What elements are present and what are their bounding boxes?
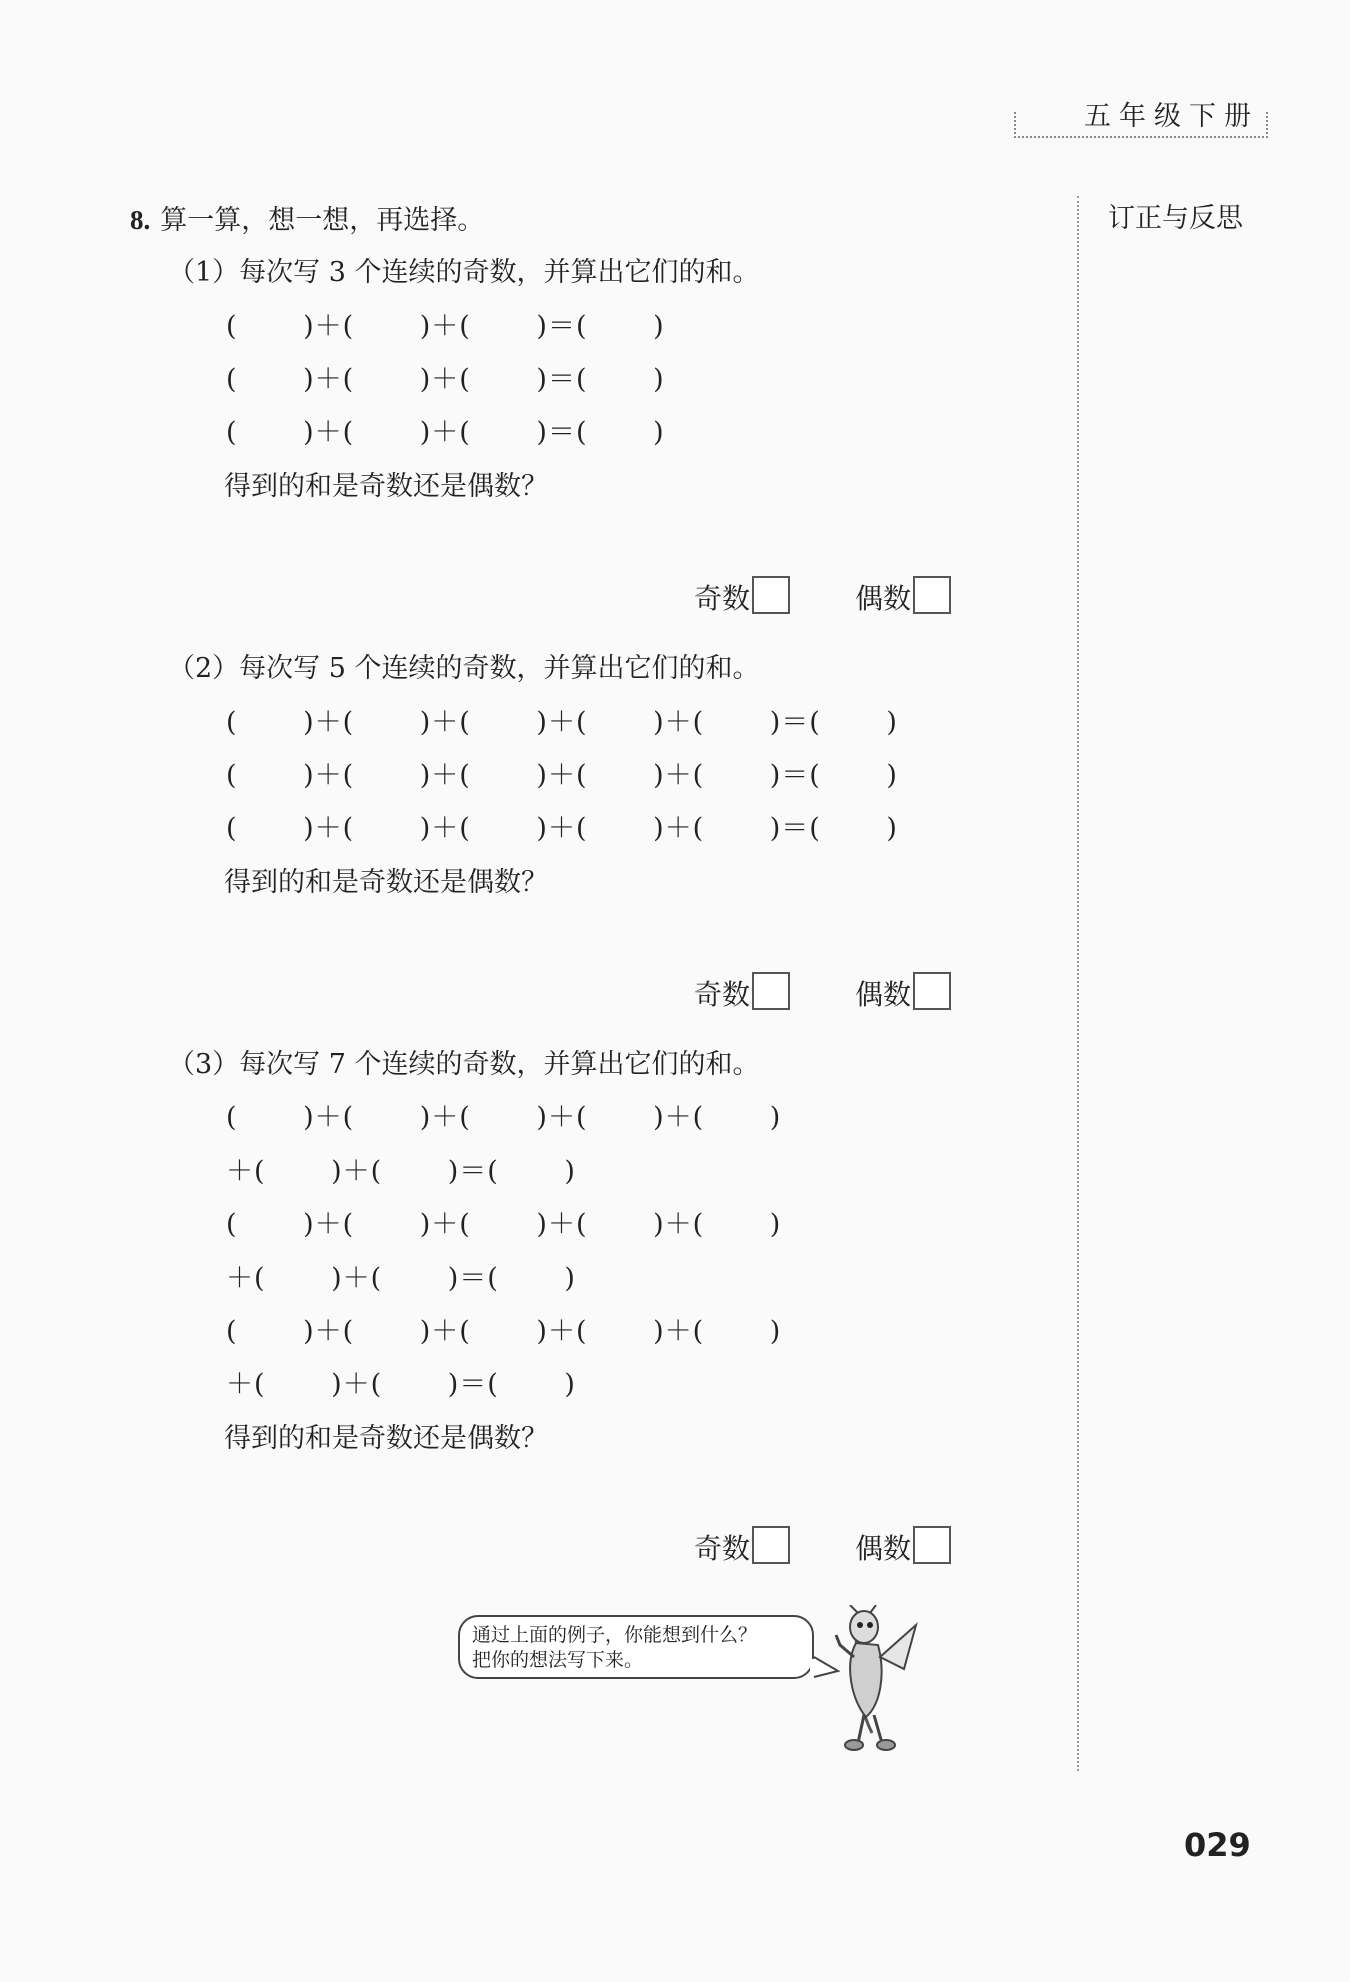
part-2-label: （2）每次写 5 个连续的奇数，并算出它们的和。 [168, 653, 760, 684]
odd-label: 奇数 [694, 978, 751, 1011]
margin-title: 订正与反思 [1108, 203, 1243, 234]
even-checkbox[interactable] [913, 576, 951, 614]
part-2-question: 得到的和是奇数还是偶数？ [224, 867, 548, 898]
part-1-row-1[interactable]: ( )＋( )＋( )＝( ) [226, 311, 665, 342]
part-1-row-2[interactable]: ( )＋( )＋( )＝( ) [226, 364, 665, 395]
odd-label: 奇数 [694, 1532, 751, 1565]
part-2-row-3[interactable]: ( )＋( )＋( )＋( )＋( )＝( ) [226, 813, 898, 844]
question-number: 8. [130, 205, 151, 235]
even-checkbox[interactable] [913, 1526, 951, 1564]
part-2-odd-choice[interactable] [694, 972, 790, 1013]
part-3-odd-choice[interactable] [694, 1526, 790, 1567]
even-label: 偶数 [855, 1532, 912, 1565]
odd-checkbox[interactable] [752, 1526, 790, 1564]
odd-checkbox[interactable] [752, 972, 790, 1010]
part-1-odd-choice[interactable] [694, 576, 790, 617]
part-3-row-1[interactable]: ( )＋( )＋( )＋( )＋( ) [226, 1102, 782, 1133]
part-2-row-1[interactable]: ( )＋( )＋( )＋( )＋( )＝( ) [226, 707, 898, 738]
part-3-row-3[interactable]: ( )＋( )＋( )＋( )＋( ) [226, 1209, 782, 1240]
margin-divider [1077, 196, 1079, 1771]
part-3-row-2[interactable]: ＋( )＋( )＝( ) [226, 1156, 576, 1187]
part-1-label: （1）每次写 3 个连续的奇数，并算出它们的和。 [168, 257, 760, 288]
part-3-label: （3）每次写 7 个连续的奇数，并算出它们的和。 [168, 1049, 760, 1080]
even-label: 偶数 [855, 978, 912, 1011]
part-3-row-5[interactable]: ( )＋( )＋( )＋( )＋( ) [226, 1316, 782, 1347]
part-1-question: 得到的和是奇数还是偶数？ [224, 471, 548, 502]
part-3-even-choice[interactable] [855, 1526, 951, 1567]
grade-label: 五年级下册 [1080, 94, 1263, 133]
question-heading [130, 198, 484, 237]
bubble-line-2: 把你的想法写下来。 [472, 1649, 644, 1671]
part-2-even-choice[interactable] [855, 972, 951, 1013]
part-3-row-6[interactable]: ＋( )＋( )＝( ) [226, 1369, 576, 1400]
question-title: 算一算，想一想，再选择。 [160, 205, 485, 236]
even-checkbox[interactable] [913, 972, 951, 1010]
part-3-question: 得到的和是奇数还是偶数？ [224, 1423, 548, 1454]
page-number: 029 [1184, 1826, 1251, 1864]
speech-bubble [458, 1615, 814, 1679]
odd-label: 奇数 [694, 582, 751, 615]
part-1-row-3[interactable]: ( )＋( )＋( )＝( ) [226, 417, 665, 448]
grade-header [1014, 94, 1266, 138]
odd-checkbox[interactable] [752, 576, 790, 614]
part-1-even-choice[interactable] [855, 576, 951, 617]
cartoon-mascot-icon [820, 1605, 930, 1755]
part-2-row-2[interactable]: ( )＋( )＋( )＋( )＋( )＝( ) [226, 760, 898, 791]
part-3-row-4[interactable]: ＋( )＋( )＝( ) [226, 1263, 576, 1294]
even-label: 偶数 [855, 582, 912, 615]
bubble-line-1: 通过上面的例子，你能想到什么？ [472, 1624, 758, 1646]
